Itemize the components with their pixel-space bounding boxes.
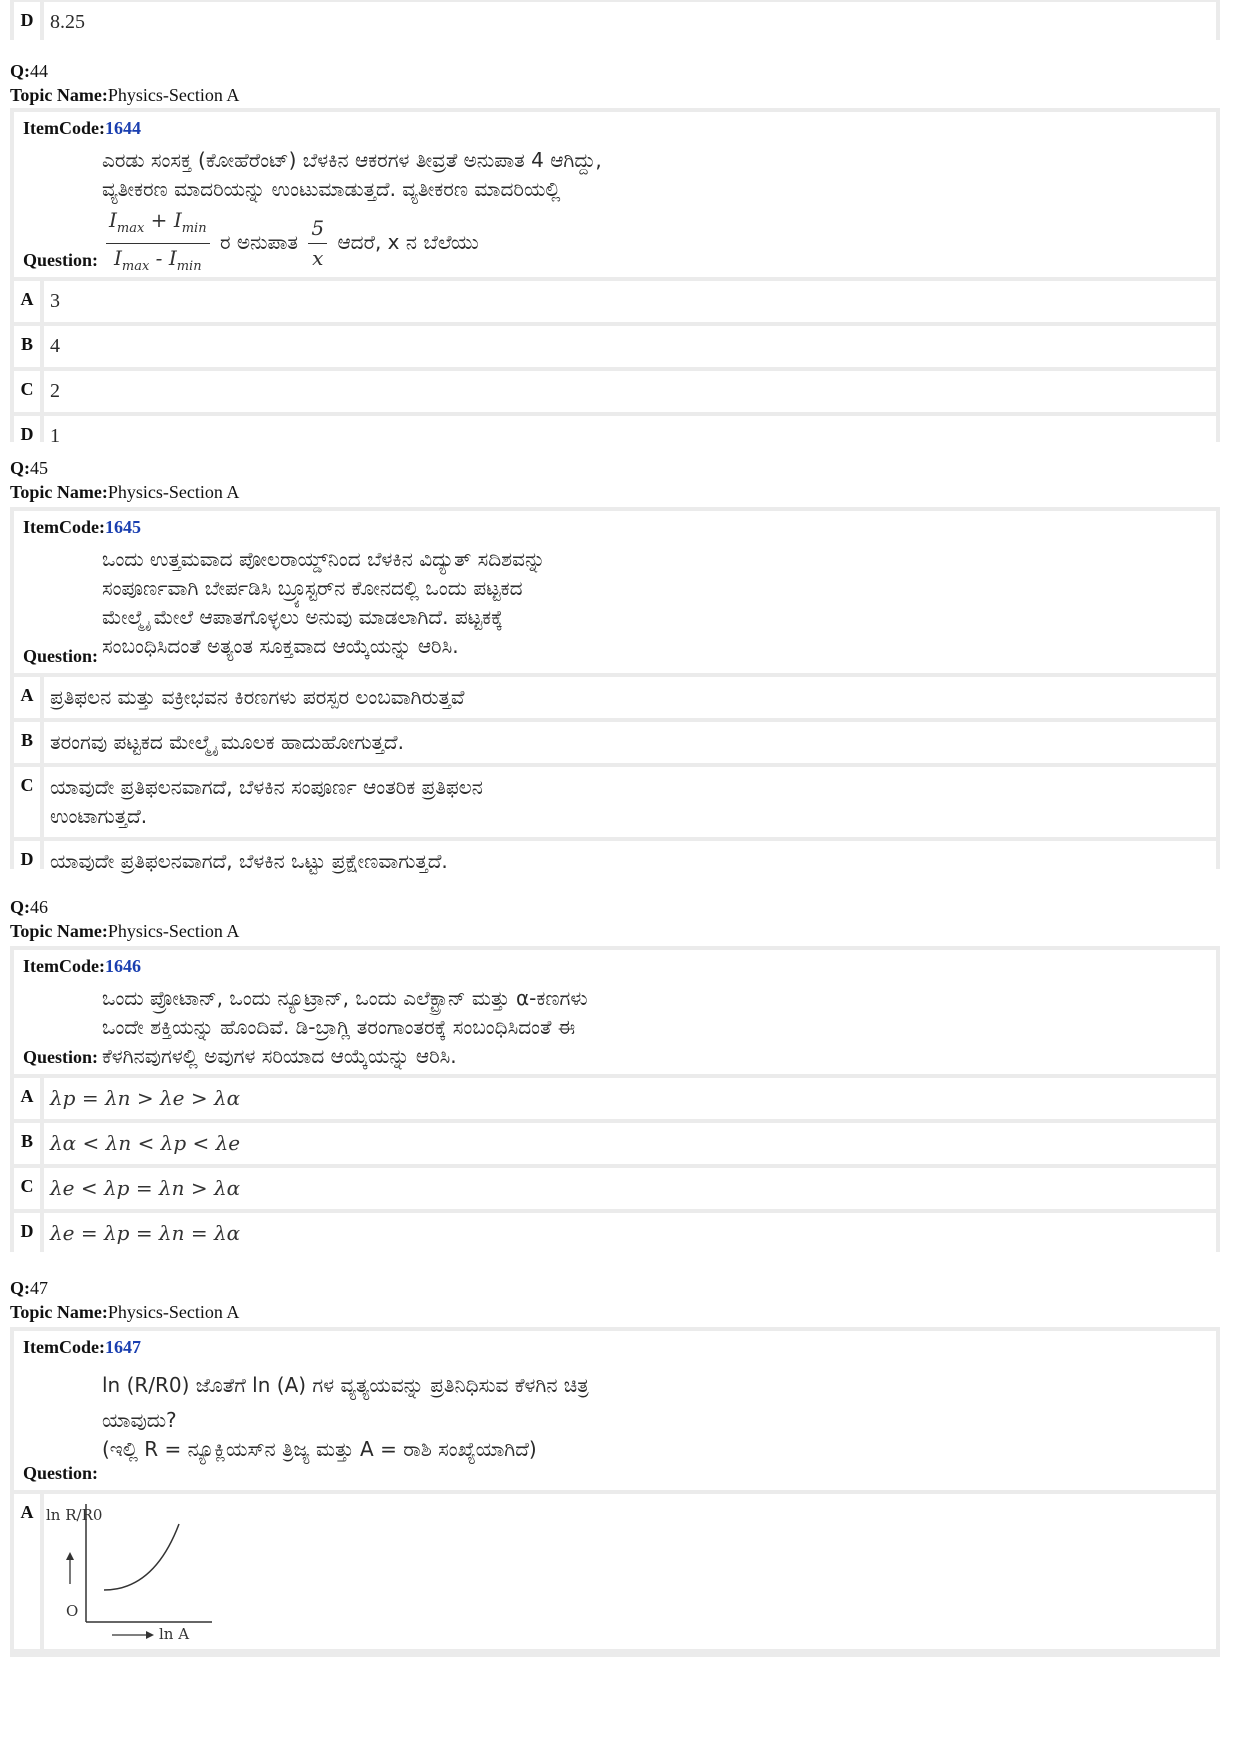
curve: [104, 1524, 179, 1590]
question-cell: [14, 112, 1216, 277]
option-d[interactable]: D ಯಾವುದೇ ಪ್ರತಿಫಲನವಾಗದೆ, ಬೆಳಕಿನ ಒಟ್ಟು ಪ್ರಕ್ಷೇಣವಾಗುತ್ತದೆ.: [14, 841, 1216, 882]
option-text: 8.25: [44, 2, 1216, 43]
option-c[interactable]: C λe < λp = λn > λα: [14, 1168, 1216, 1209]
question-label: Question:: [23, 250, 99, 270]
option-c[interactable]: C ಯಾವುದೇ ಪ್ರತಿಫಲನವಾಗದೆ, ಬೆಳಕಿನ ಸಂಪೂರ್ಣ ಆಂತರಿಕ ಪ್ರತಿಫಲನ ಉಂಟಾಗುತ್ತದೆ.: [14, 767, 1216, 837]
y-axis-label: ln R/R0: [46, 1506, 103, 1524]
origin-label: O: [66, 1602, 79, 1620]
item-code: ItemCode:1644: [23, 118, 141, 138]
question-block-45: [10, 507, 1220, 873]
option-d[interactable]: D 1: [14, 416, 1216, 457]
option-a[interactable]: A ಪ್ರತಿಫಲನ ಮತ್ತು ವಕ್ರೀಭವನ ಕಿರಣಗಳು ಪರಸ್ಪರ ಲಂಬವಾಗಿರುತ್ತವೆ: [14, 677, 1216, 718]
up-arrow-head: [66, 1552, 74, 1560]
question-cell: [14, 950, 1216, 1074]
option-b[interactable]: B 4: [14, 326, 1216, 367]
question-header: Q:44 Topic Name:Physics-Section A: [10, 61, 240, 105]
question-label: Question:: [23, 1047, 99, 1067]
question-header: Q:46 Topic Name:Physics-Section A: [10, 897, 240, 941]
question-text: ಎರಡು ಸಂಸಕ್ತ (ಕೋಹೆರೆಂಟ್) ಬೆಳಕಿನ ಆಕರಗಳ ತೀವ್ರತೆ ಅನುಪಾತ 4 ಆಗಿದ್ದು, ವ್ಯತೀಕರಣ ಮಾದರಿಯನ್ನು ಉಂಟುಮಾಡುತ್ತದೆ. ವ್ಯತೀಕರಣ ಮಾದರಿಯಲ್ಲಿ $\frac{I_{max} + I_{min}}{I_{max} - I_{min}}$ ರ ಅನುಪಾತ $\frac{5}{x}$ ಆದರೆ, x ನ ಬೆಲೆಯು: [102, 146, 1196, 281]
question-label: Question:: [23, 1463, 99, 1483]
question-header: Q:47 Topic Name:Physics-Section A: [10, 1278, 240, 1322]
option-c[interactable]: C 2: [14, 371, 1216, 412]
question-text: ಒಂದು ಉತ್ತಮವಾದ ಪೋಲರಾಯ್ಡ್‌ನಿಂದ ಬೆಳಕಿನ ವಿದ್ಯುತ್ ಸದಿಶವನ್ನು ಸಂಪೂರ್ಣವಾಗಿ ಬೇರ್ಪಡಿಸಿ ಬ್ರ್ಯೂಸ್ಟರ್‌ನ ಕೋನದಲ್ಲಿ ಒಂದು ಪಟ್ಟಕದ ಮೇಲ್ಮೈ ಮೇಲೆ ಆಪಾತಗೊಳ್ಳಲು ಅನುವು ಮಾಡಲಾಗಿದೆ. ಪಟ್ಟಕಕ್ಕೆ ಸಂಬಂಧಿಸಿದಂತೆ ಅತ್ಯಂತ ಸೂಕ್ತವಾದ ಆಯ್ಕೆಯನ್ನು ಆರಿಸಿ.: [102, 547, 546, 658]
graph-option-a: [44, 1494, 244, 1639]
question-cell: [14, 511, 1216, 673]
x-axis-label: ln A: [159, 1625, 190, 1639]
option-b[interactable]: B λα < λn < λp < λe: [14, 1123, 1216, 1164]
question-block-46: [10, 946, 1220, 1252]
question-block-44: [10, 108, 1220, 447]
option-b[interactable]: B ತರಂಗವು ಪಟ್ಟಕದ ಮೇಲ್ಮೈ ಮೂಲಕ ಹಾದುಹೋಗುತ್ತದೆ.: [14, 722, 1216, 763]
item-code: ItemCode:1645: [23, 517, 141, 537]
question-text: ln (R/R0) ಜೊತೆಗೆ ln (A) ಗಳ ವ್ಯತ್ಯಯವನ್ನು ಪ್ರತಿನಿಧಿಸುವ ಕೆಳಗಿನ ಚಿತ್ರ ಯಾವುದು? (ಇಲ್ಲಿ R = ನ್ಯೂಕ್ಲಿಯಸ್‌ನ ತ್ರಿಜ್ಯ ಮತ್ತು A = ರಾಶಿ ಸಂಖ್ಯೆಯಾಗಿದೆ): [102, 1373, 589, 1461]
intensity-ratio-formula: $\frac{I_{max} + I_{min}}{I_{max} - I_{min}}$: [106, 206, 210, 281]
question-block-47: [10, 1327, 1220, 1657]
question-header: Q:45 Topic Name:Physics-Section A: [10, 458, 240, 502]
item-code: ItemCode:1646: [23, 956, 141, 976]
question-label: Question:: [23, 646, 99, 666]
option-a[interactable]: A 3: [14, 281, 1216, 322]
option-a[interactable]: A ln R/R0 O ln A: [14, 1494, 1216, 1649]
option-a[interactable]: A λp = λn > λe > λα: [14, 1078, 1216, 1119]
prev-question-options: [10, 0, 1220, 40]
option-d[interactable]: D λe = λp = λn = λα: [14, 1213, 1216, 1254]
item-code: ItemCode:1647: [23, 1337, 141, 1357]
right-arrow-head: [146, 1631, 154, 1639]
question-text: ಒಂದು ಪ್ರೋಟಾನ್, ಒಂದು ನ್ಯೂಟ್ರಾನ್, ಒಂದು ಎಲೆಕ್ಟ್ರಾನ್ ಮತ್ತು α-ಕಣಗಳು ಒಂದೇ ಶಕ್ತಿಯನ್ನು ಹೊಂದಿವೆ. ಡಿ-ಬ್ರಾಗ್ಲಿ ತರಂಗಾಂತರಕ್ಕೆ ಸಂಬಂಧಿಸಿದಂತೆ ಈ ಕೆಳಗಿನವುಗಳಲ್ಲಿ ಅವುಗಳ ಸರಿಯಾದ ಆಯ್ಕೆಯನ್ನು ಆರಿಸಿ.: [102, 986, 588, 1068]
option-letter: D: [14, 2, 40, 43]
question-cell: [14, 1331, 1216, 1490]
